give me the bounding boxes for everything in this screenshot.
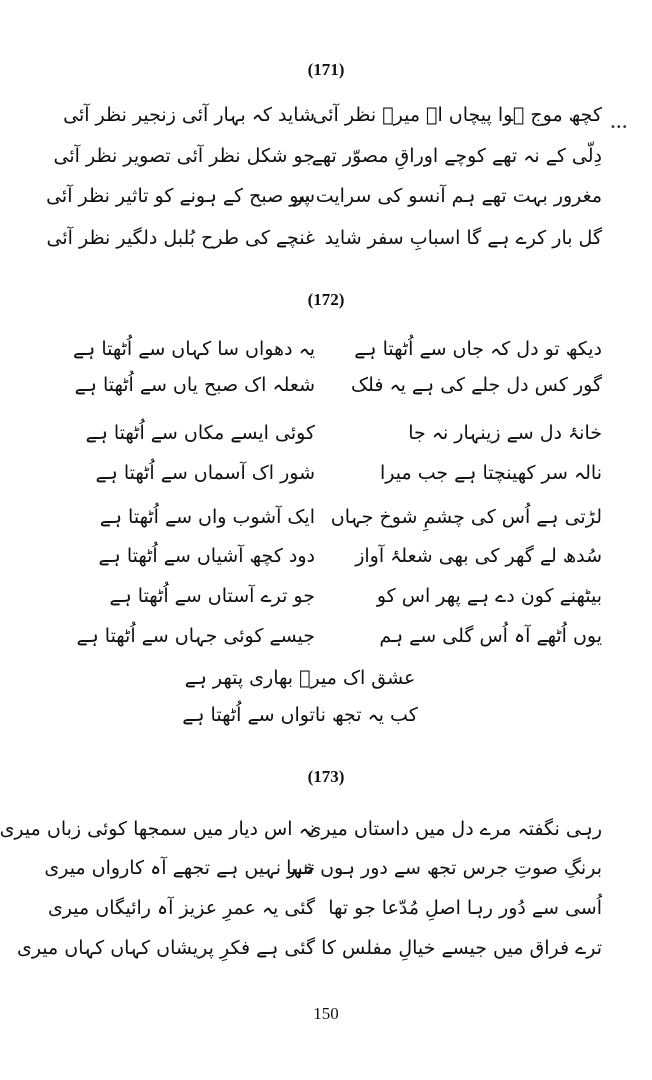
misra-second: جیسے کوئی جہاں سے اُٹھتا ہے: [76, 625, 315, 647]
ghazal-number-172: (172): [307, 290, 345, 309]
misra-second: دود کچھ آشیاں سے اُٹھتا ہے: [98, 545, 315, 567]
misra-first: ترے فراق میں جیسے خیالِ مفلس کا: [321, 937, 602, 959]
couplet: [50, 458, 602, 492]
misra-first: رہی نگفتہ مرے دل میں داستاں میری: [306, 818, 602, 840]
page-number: 150: [313, 1004, 339, 1023]
misra-first: سُدھ لے گھر کی بھی شعلۂ آواز: [355, 545, 602, 567]
misra-second: ایک آشوب واں سے اُٹھتا ہے: [99, 506, 315, 528]
couplet: [50, 141, 602, 175]
misra-first: برنگِ صوتِ جرس تجھ سے دور ہوں تنہا: [286, 857, 602, 879]
margin-mark: •••: [610, 122, 628, 133]
misra-first: گور کس دل جلے کی ہے یہ فلک: [351, 374, 602, 396]
misra-second: گئی یہ عمرِ عزیز آہ رائیگاں میری: [47, 897, 315, 919]
misra-first: اُسی سے دُور رہا اصلِ مُدّعا جو تھا: [328, 897, 602, 919]
couplet: [0, 814, 602, 848]
couplet: [50, 418, 602, 452]
maqta-line-2: کب یہ تجھ ناتواں سے اُٹھتا ہے: [182, 704, 418, 726]
misra-first: یوں اُٹھے آہ اُس گلی سے ہم: [379, 625, 602, 647]
misra-first: گل بار کرے ہے گا اسبابِ سفر شاید: [324, 227, 602, 249]
misra-first: دِلّی کے نہ تھے کوچے اوراقِ مصوّر تھے: [311, 145, 602, 167]
misra-second: غنچے کی طرح بُلبل دلگیر نظر آئی: [46, 227, 315, 249]
couplet: [50, 100, 602, 134]
couplet: [50, 502, 602, 536]
couplet: [50, 581, 602, 615]
misra-first: بیٹھنے کون دے ہے پھر اس کو: [376, 585, 602, 607]
maqta-line-1: عشق اک میرؔ بھاری پتھر ہے: [184, 667, 416, 689]
misra-second: سو صبح کے ہونے کو تاثیر نظر آئی: [46, 185, 315, 207]
couplet: [44, 853, 602, 887]
misra-second: جو شکل نظر آئی تصویر نظر آئی: [53, 145, 315, 167]
ghazal-number-171: (171): [307, 60, 345, 79]
couplet: [50, 334, 602, 368]
misra-first: مغرور بہت تھے ہم آنسو کی سرایت پر: [293, 185, 602, 207]
couplet: [47, 893, 602, 927]
couplet: [50, 621, 602, 655]
misra-second: جو ترے آستاں سے اُٹھتا ہے: [109, 585, 315, 607]
ghazal-number-173: (173): [307, 767, 345, 786]
couplet: [50, 541, 602, 575]
misra-second: یہ دھواں سا کہاں سے اُٹھتا ہے: [73, 338, 315, 360]
couplet: [46, 181, 602, 215]
misra-second: نہ اس دیار میں سمجھا کوئی زباں میری: [0, 818, 315, 840]
misra-first: دیکھ تو دل کہ جاں سے اُٹھتا ہے: [354, 338, 602, 360]
misra-first: نالہ سر کھینچتا ہے جب میرا: [380, 462, 602, 484]
misra-first: خانۂ دل سے زینہار نہ جا: [408, 422, 602, 444]
misra-first: کچھ موج ہوا پیچاں اے میرؔ نظر آئی: [312, 104, 602, 126]
couplet: [50, 370, 602, 404]
misra-second: گئی ہے فکرِ پریشاں کہاں کہاں میری: [16, 937, 315, 959]
couplet: [46, 223, 602, 257]
couplet: [16, 933, 602, 967]
misra-second: شور اک آسماں سے اُٹھتا ہے: [95, 462, 315, 484]
misra-second: خبر نہیں ہے تجھے آہ کارواں میری: [44, 857, 315, 879]
misra-second: شعلہ اک صبح یاں سے اُٹھتا ہے: [74, 374, 315, 396]
misra-second: شاید کہ بہار آئی زنجیر نظر آئی: [63, 104, 315, 126]
misra-first: لڑتی ہے اُس کی چشمِ شوخ جہاں: [330, 506, 602, 528]
misra-second: کوئی ایسے مکاں سے اُٹھتا ہے: [85, 422, 315, 444]
